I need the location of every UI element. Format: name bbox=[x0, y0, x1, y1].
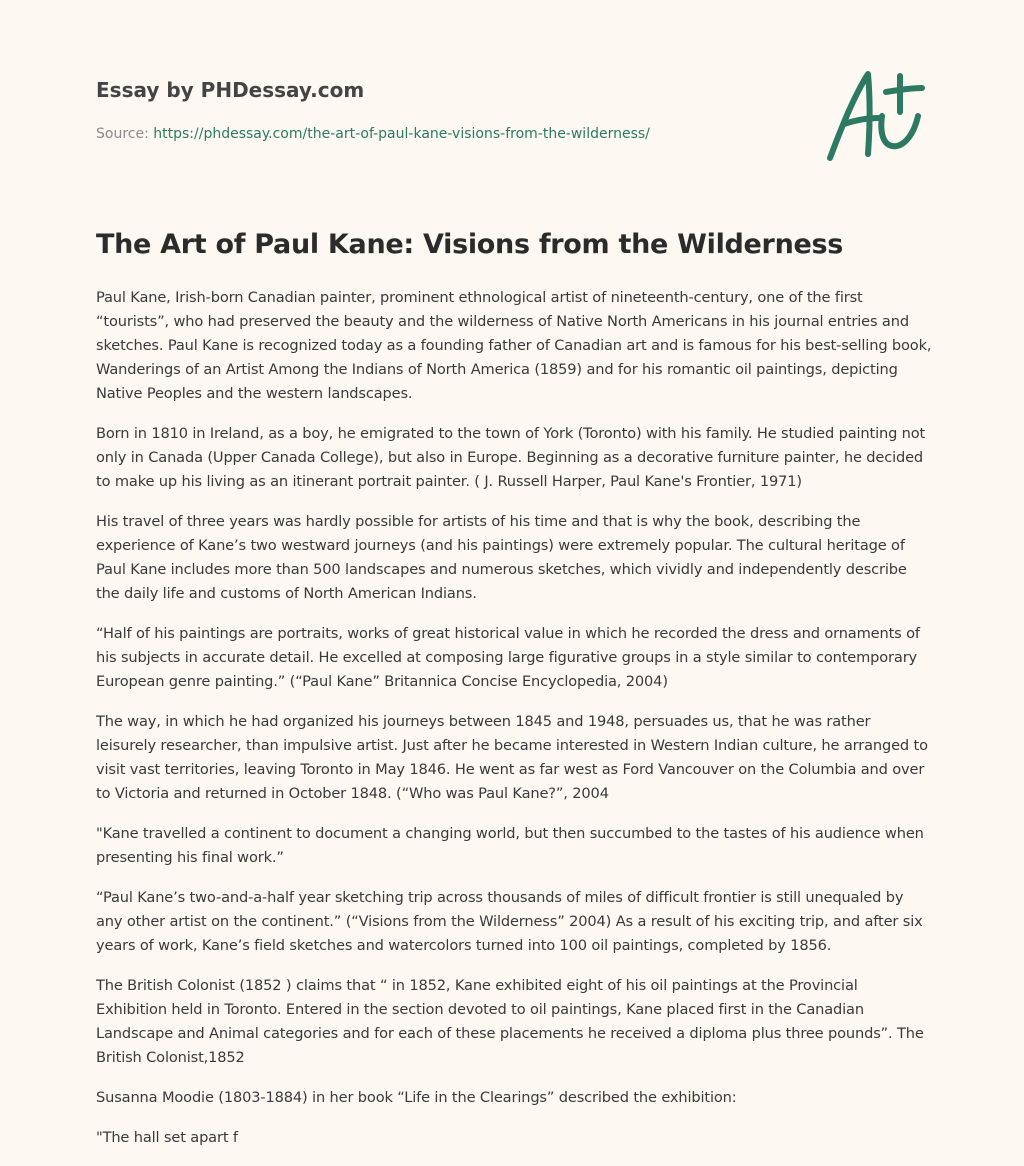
paragraph: "Kane travelled a continent to document a changing world, but then succumbed to the tastes of his audience when presenting his final work.” bbox=[96, 825, 924, 866]
source-line bbox=[96, 124, 796, 144]
essay-body bbox=[96, 286, 932, 1166]
essay-header bbox=[96, 76, 796, 144]
paragraph: Paul Kane, Irish-born Canadian painter, prominent ethnological artist of nineteenth-century, one of the first “tourists”, who had preserved the beauty and the wilderness of Native North Americans in his journal entries and sketches. Paul Kane is recognized today as a founding father of Canadian art and is famous for his best-selling book, Wanderings of an Artist Among the Indians of North America (1859) and for his romantic oil paintings, depicting Native Peoples and the western landscapes. bbox=[96, 289, 932, 402]
paragraph: “Paul Kane’s two-and-a-half year sketching trip across thousands of miles of difficult frontier is still unequaled by any other artist on the continent.” (“Visions from the Wilderness” 2004) As a result of his exciting trip, and after six years of work, Kane’s field sketches and watercolors turned into 100 oil paintings, completed by 1856. bbox=[96, 889, 923, 954]
paragraph: "The hall set apart f bbox=[96, 1129, 238, 1146]
paragraph: Susanna Moodie (1803-1884) in her book “Life in the Clearings” described the exhibition: bbox=[96, 1089, 737, 1106]
paragraph: “Half of his paintings are portraits, works of great historical value in which he recorded the dress and ornaments of his subjects in accurate detail. He excelled at composing large figurative groups in a style similar to contemporary European genre painting.” (“Paul Kane” Britannica Concise Encyclopedia, 2004) bbox=[96, 625, 920, 690]
paragraph: The way, in which he had organized his journeys between 1845 and 1948, persuades us, that he was rather leisurely researcher, than impulsive artist. Just after he became interested in Western Indian culture, he arranged to visit vast territories, leaving Toronto in May 1846. He went as far west as Ford Vancouver on the Columbia and over to Victoria and returned in October 1848. (“Who was Paul Kane?”, 2004 bbox=[96, 713, 928, 802]
paragraph: Born in 1810 in Ireland, as a boy, he emigrated to the town of York (Toronto) with his family. He studied painting not only in Canada (Upper Canada College), but also in Europe. Beginning as a decorative furniture painter, he decided to make up his living as an itinerant portrait painter. ( J. Russell Harper, Paul Kane's Frontier, 1971) bbox=[96, 425, 926, 490]
a-plus-logo-icon bbox=[820, 66, 930, 166]
paragraph: His travel of three years was hardly possible for artists of his time and that is why the book, describing the experience of Kane’s two westward journeys (and his paintings) were extremely popular. The cultural heritage of Paul Kane includes more than 500 landscapes and numerous sketches, which vividly and independently describe the daily life and customs of North American Indians. bbox=[96, 513, 907, 602]
brand-title: Essay by PHDessay.com bbox=[96, 78, 365, 102]
essay-title: The Art of Paul Kane: Visions from the Wilderness bbox=[96, 229, 844, 260]
source-label: Source: bbox=[96, 126, 154, 142]
paragraph: The British Colonist (1852 ) claims that “ in 1852, Kane exhibited eight of his oil paintings at the Provincial Exhibition held in Toronto. Entered in the section devoted to oil paintings, Kane placed first in the Canadian Landscape and Animal categories and for each of these placements he received a diploma plus three pounds”. The British Colonist,1852 bbox=[96, 977, 924, 1066]
source-link[interactable]: https://phdessay.com/the-art-of-paul-kane-visions-from-the-wilderness/ bbox=[153, 126, 650, 142]
